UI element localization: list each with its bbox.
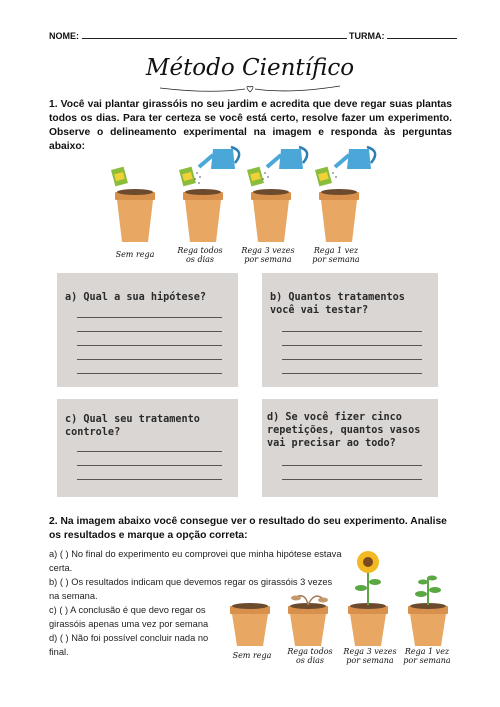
result-pot-no-water: [230, 603, 270, 646]
answer-card-d: [262, 399, 438, 497]
option-d[interactable]: d) ( ) Não foi possível concluir nada no final.: [49, 633, 209, 657]
student-header: [49, 30, 459, 41]
page-title: Método Científico: [145, 55, 355, 81]
result-label-daily: Rega todos os dias: [287, 647, 333, 665]
experiment-label-daily: Rega todos os dias: [177, 246, 223, 264]
card-question-d: d) Se você fizer cinco repetições, quantos vasos vai precisar ao todo?: [267, 412, 421, 449]
card-question-a: a) Qual a sua hipótese?: [65, 292, 207, 303]
sunflower-icon: [355, 551, 381, 605]
turma-label: TURMA:: [349, 31, 385, 41]
answer-line[interactable]: [77, 373, 222, 374]
experiment-label-no-water: Sem rega: [115, 250, 155, 259]
seed-packet-icon: [247, 167, 264, 187]
answer-line[interactable]: [77, 465, 222, 466]
answer-line[interactable]: [77, 345, 222, 346]
seed-packet-icon: [111, 167, 128, 187]
answer-line[interactable]: [282, 373, 422, 374]
card-question-b: b) Quantos tratamentos você vai testar?: [270, 292, 405, 316]
nome-label: NOME:: [49, 31, 79, 41]
pot-no-water: [111, 167, 155, 242]
experiment-label-1x: Rega 1 vez por semana: [312, 246, 360, 264]
answer-line[interactable]: [282, 479, 422, 480]
answer-line[interactable]: [282, 359, 422, 360]
experiment-label-3x: Rega 3 vezes por semana: [241, 246, 295, 264]
answer-line[interactable]: [77, 451, 222, 452]
answer-line[interactable]: [77, 479, 222, 480]
result-pot-3x: [348, 551, 388, 646]
wilted-plant-icon: [291, 596, 328, 606]
option-a[interactable]: a) ( ) No final do experimento eu comprovei que minha hipótese estava certa.: [49, 549, 342, 573]
answer-line[interactable]: [282, 331, 422, 332]
seed-packet-icon: [179, 167, 196, 187]
result-label-1x: Rega 1 vez por semana: [403, 647, 451, 665]
seedling-icon: [415, 576, 441, 606]
answer-line[interactable]: [77, 359, 222, 360]
answer-card-b: [262, 273, 438, 387]
answer-card-c: [57, 399, 238, 497]
result-label-3x: Rega 3 vezes por semana: [343, 647, 397, 665]
seed-packet-icon: [315, 167, 332, 187]
watering-can-icon: [262, 147, 307, 180]
question-2: 2. Na imagem abaixo você consegue ver o resultado do seu experimento. Analise os resultados e marque a opção correta:: [49, 516, 447, 541]
answer-line[interactable]: [282, 345, 422, 346]
result-pot-daily: [288, 596, 328, 647]
answer-card-a: [57, 273, 238, 387]
answer-line[interactable]: [77, 317, 222, 318]
pot-1x-week: [315, 147, 375, 242]
nome-field[interactable]: [82, 30, 347, 39]
result-label-no-water: Sem rega: [232, 651, 272, 660]
answer-line[interactable]: [77, 331, 222, 332]
question-1: 1. Você vai plantar girassóis no seu jardim e acredita que deve regar suas plantas todos os dias. Para ter certeza se você está certo, resolve fazer um experimento. Observe o delineamento experimental na imagem e responda às perguntas abaixo:: [49, 99, 452, 152]
experiment-illustration: [95, 140, 395, 250]
turma-field[interactable]: [387, 30, 457, 39]
answer-line[interactable]: [282, 465, 422, 466]
watering-can-icon: [194, 147, 239, 184]
option-c[interactable]: c) ( ) A conclusão é que devo regar os girassóis apenas uma vez por semana: [49, 605, 209, 629]
title-flourish-icon: [150, 82, 350, 96]
pot-3x-week: [247, 147, 307, 242]
watering-can-icon: [332, 147, 375, 178]
pot-daily-water: [179, 147, 239, 242]
results-illustration: [226, 548, 456, 648]
card-question-c: c) Qual seu tratamento controle?: [65, 414, 200, 438]
result-pot-1x: [408, 576, 448, 647]
option-b[interactable]: b) ( ) Os resultados indicam que devemos regar os girassóis 3 vezes na semana.: [49, 577, 333, 601]
